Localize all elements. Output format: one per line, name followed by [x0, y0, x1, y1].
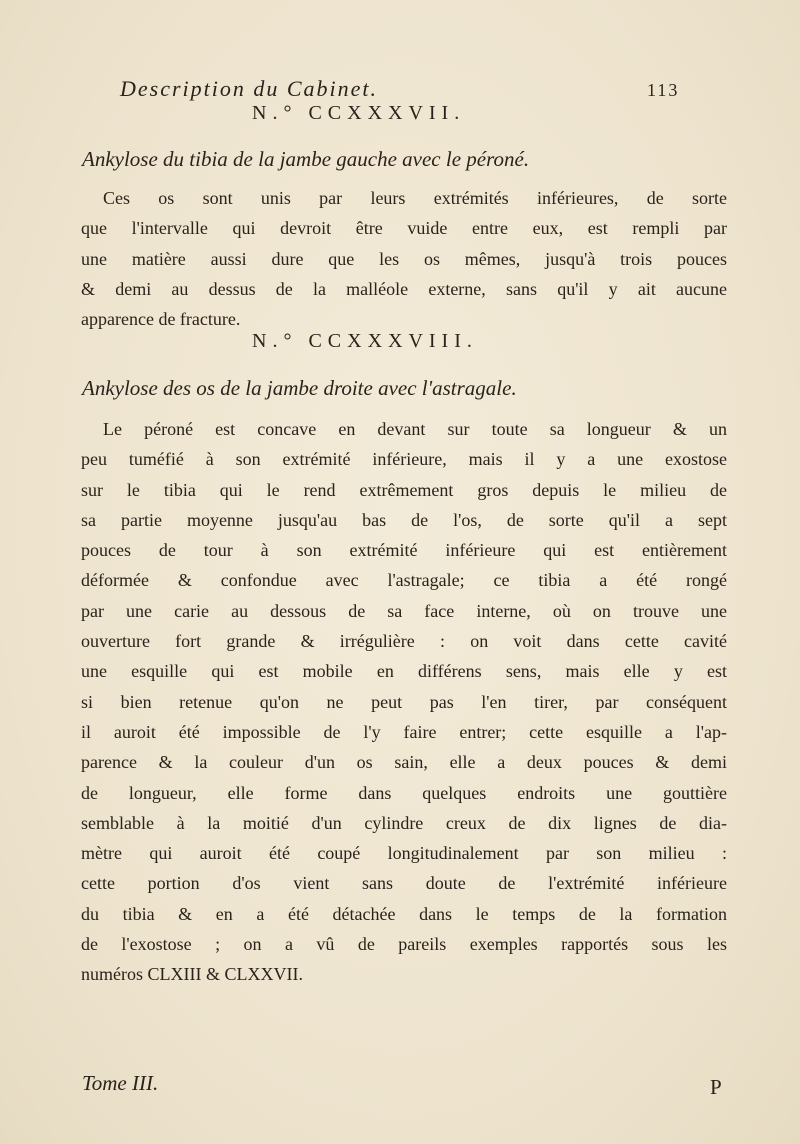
text-line: pouces de tour à son extrémité inférieure qui est entièrement: [81, 540, 727, 561]
entry-title: Ankylose du tibia de la jambe gauche avec le péroné.: [82, 147, 530, 171]
text-line: il auroit été impossible de l'y faire entrer; cette esquille a l'ap-: [81, 721, 727, 742]
text-line: semblable à la moitié d'un cylindre creux de dix lignes de dia-: [81, 812, 727, 833]
text-line: peu tuméfié à son extrémité inférieure, mais il y a une exostose: [81, 449, 727, 470]
entry-paragraph: [81, 414, 727, 990]
text-line: de longueur, elle forme dans quelques endroits une gouttière: [81, 782, 727, 803]
text-line: Ces os sont unis par leurs extrémités inférieures, de sorte: [103, 188, 727, 208]
running-header: Description du Cabinet.: [120, 76, 379, 101]
signature-mark: P: [710, 1075, 722, 1099]
text-line: déformée & confondue avec l'astragale; ce tibia a été rongé: [81, 570, 727, 591]
text-line: parence & la couleur d'un os sain, elle a deux pouces & demi: [81, 752, 727, 773]
text-line: sa partie moyenne jusqu'au bas de l'os, de sorte qu'il a sept: [81, 509, 727, 530]
text-line: une esquille qui est mobile en différens sens, mais elle y est: [81, 661, 727, 682]
text-line: & demi au dessus de la malléole externe, sans qu'il y ait aucune: [81, 278, 727, 299]
text-line: par une carie au dessous de sa face interne, où on trouve une: [81, 600, 727, 621]
text-line: ouverture fort grande & irrégulière : on voit dans cette cavité: [81, 631, 727, 652]
text-line: numéros CLXIII & CLXXVII.: [81, 964, 303, 985]
tome-label: Tome III.: [82, 1071, 159, 1095]
entry-paragraph: [81, 183, 727, 334]
entry-number: N.° CCXXXVII.: [252, 102, 466, 124]
text-line: du tibia & en a été détachée dans le temps de la formation: [81, 903, 727, 924]
text-line: que l'intervalle qui devroit être vuide entre eux, est rempli par: [81, 218, 727, 239]
entry-number: N.° CCXXXVIII.: [252, 330, 478, 352]
text-line: si bien retenue qu'on ne peut pas l'en tirer, par conséquent: [81, 691, 727, 712]
text-line: sur le tibia qui le rend extrêmement gros depuis le milieu de: [81, 479, 727, 500]
text-line: une matière aussi dure que les os mêmes, jusqu'à trois pouces: [81, 248, 727, 269]
text-line: mètre qui auroit été coupé longitudinalement par son milieu :: [81, 843, 727, 864]
text-line: Le péroné est concave en devant sur toute sa longueur & un: [103, 419, 727, 439]
page-number: 113: [647, 80, 680, 100]
text-line: apparence de fracture.: [81, 309, 241, 330]
entry-title: Ankylose des os de la jambe droite avec l'astragale.: [82, 376, 517, 400]
text-line: cette portion d'os vient sans doute de l'extrémité inférieure: [81, 873, 727, 894]
text-line: de l'exostose ; on a vû de pareils exemples rapportés sous les: [81, 934, 727, 955]
